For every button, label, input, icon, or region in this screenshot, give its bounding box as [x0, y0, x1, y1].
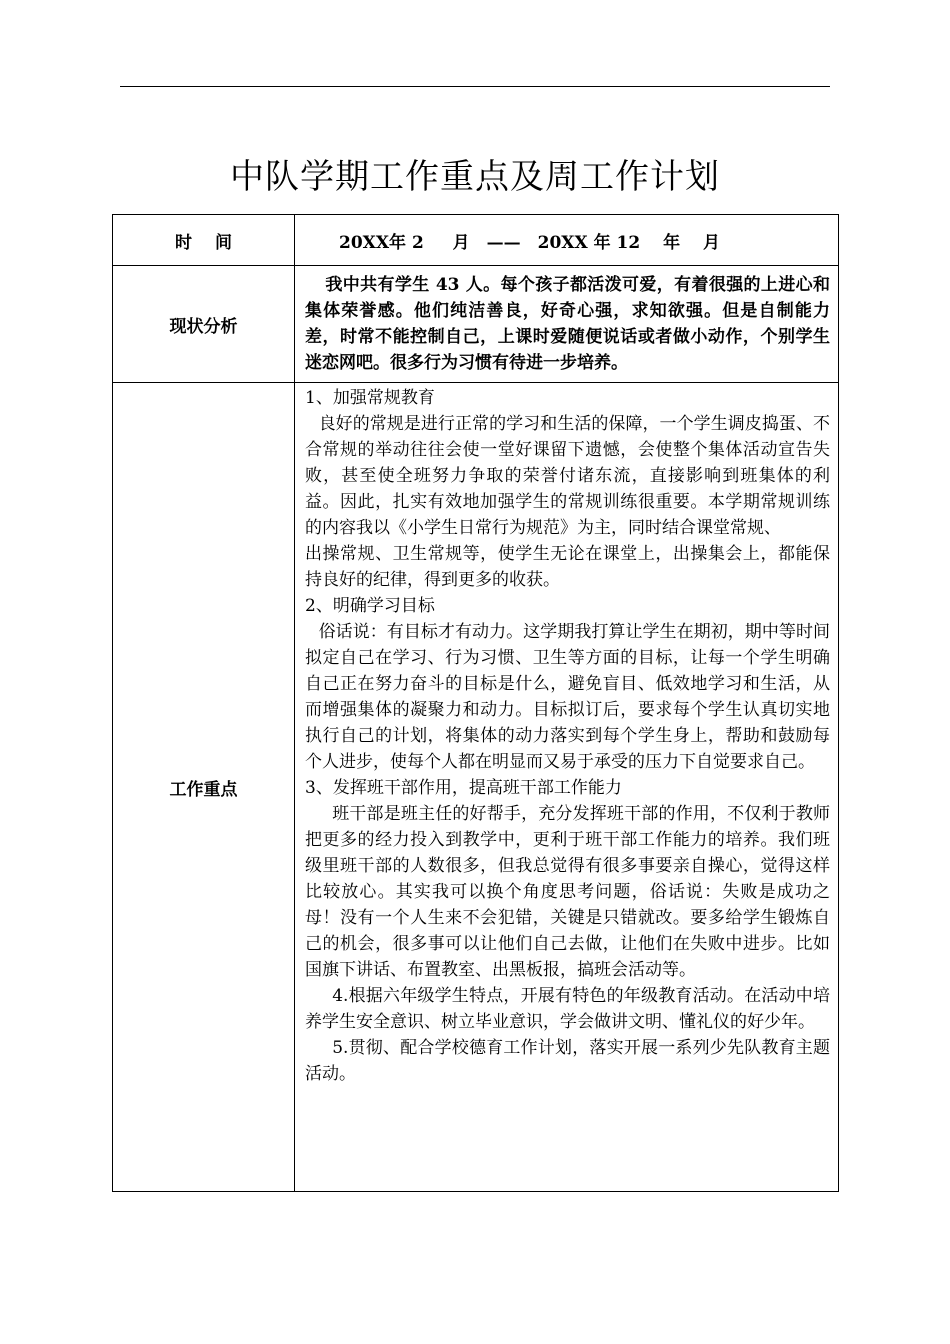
- time-label: 时 间: [113, 215, 295, 266]
- header-rule: [120, 86, 830, 87]
- plan-table: [112, 214, 839, 1192]
- focus-heading-2: 2、明确学习目标: [305, 596, 435, 616]
- focus-paragraph: 良好的常规是进行正常的学习和生活的保障，一个学生调皮捣蛋、不合常规的举动往往会使一堂好课留下遗憾，会使整个集体活动宣告失败，甚至使全班努力争取的荣誉付诸东流，直接影响到班集体的利益。因此，扎实有效地加强学生的常规训练很重要。本学期常规训练的内容我以《小学生日常行为规范》为主，同时结合课堂常规、: [305, 414, 830, 538]
- table-row-status: [113, 266, 839, 383]
- table-row-time: [113, 215, 839, 266]
- table-row-focus: [113, 383, 839, 1192]
- status-cell: [295, 266, 839, 383]
- status-text: 我中共有学生 43 人。每个孩子都活泼可爱，有着很强的上进心和集体荣誉感。他们纯洁善良，好奇心强，求知欲强。但是自制能力差，时常不能控制自己，上课时爱随便说话或者做小动作，个别学生迷恋网吧。很多行为习惯有待进一步培养。: [305, 275, 830, 373]
- time-value: 20XX年 2 月 —— 20XX 年 12 年 月: [295, 215, 839, 266]
- focus-item-4: 4.根据六年级学生特点，开展有特色的年级教育活动。在活动中培养学生安全意识、树立毕业意识，学会做讲文明、懂礼仪的好少年。: [305, 986, 830, 1032]
- focus-heading-3: 3、发挥班干部作用，提高班干部工作能力: [305, 778, 622, 798]
- status-label: 现状分析: [113, 266, 295, 383]
- focus-paragraph: 出操常规、卫生常规等，使学生无论在课堂上，出操集会上，都能保持良好的纪律，得到更多的收获。: [305, 544, 830, 590]
- focus-item-5: 5.贯彻、配合学校德育工作计划，落实开展一系列少先队教育主题活动。: [305, 1038, 830, 1084]
- focus-cell: [295, 383, 839, 1192]
- focus-label: 工作重点: [113, 383, 295, 1192]
- page-title: 中队学期工作重点及周工作计划: [230, 157, 720, 197]
- focus-paragraph: 班干部是班主任的好帮手，充分发挥班干部的作用，不仅利于教师把更多的经力投入到教学中，更利于班干部工作能力的培养。我们班级里班干部的人数很多，但我总觉得有很多事要亲自操心，觉得这样比较放心。其实我可以换个角度思考问题，俗话说：失败是成功之母！没有一个人生来不会犯错，关键是只错就改。要多给学生锻炼自己的机会，很多事可以让他们自己去做，让他们在失败中进步。比如国旗下讲话、布置教室、出黑板报，搞班会活动等。: [305, 804, 830, 980]
- focus-paragraph: 俗话说：有目标才有动力。这学期我打算让学生在期初，期中等时间拟定自己在学习、行为习惯、卫生等方面的目标，让每一个学生明确自己正在努力奋斗的目标是什么，避免盲目、低效地学习和生活，从而增强集体的凝聚力和动力。目标拟订后，要求每个学生认真切实地执行自己的计划，将集体的动力落实到每个学生身上，帮助和鼓励每个人进步，使每个人都在明显而又易于承受的压力下自觉要求自己。: [305, 622, 830, 772]
- focus-heading-1: 1、加强常规教育: [305, 388, 435, 408]
